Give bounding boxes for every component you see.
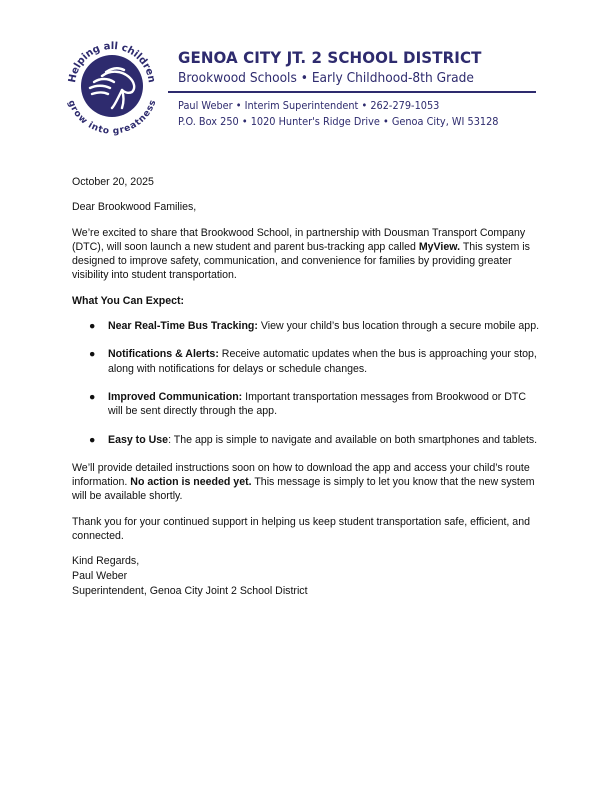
instructions-paragraph <box>72 461 542 504</box>
feature-item <box>72 433 542 447</box>
district-logo <box>62 36 162 136</box>
feature-item <box>72 319 542 333</box>
feature-item <box>72 347 542 376</box>
feature-title: Easy to Use <box>108 433 169 446</box>
feature-text: Receive automatic updates when the bus is approaching your stop, along with notifications for delays or schedule changes. <box>108 348 537 375</box>
signer-name: Paul Weber <box>72 570 128 583</box>
intro-text-continued: This system is designed to improve safety, communication, and convenience for families by providing greater visibility into student transportation. <box>72 240 530 282</box>
letter-body <box>72 175 542 599</box>
feature-title: Near Real-Time Bus Tracking: <box>108 320 258 333</box>
feature-title: Notifications & Alerts: <box>108 348 219 361</box>
feature-text: View your child’s bus location through a secure mobile app. <box>257 320 540 333</box>
bullet-icon: ● <box>89 320 96 333</box>
feature-text: : The app is simple to navigate and available on both smartphones and tablets. <box>168 433 538 446</box>
app-name: MyView. <box>418 240 461 253</box>
contact-line-1: Paul Weber • Interim Superintendent • 262-279-1053 <box>178 100 440 112</box>
intro-paragraph <box>72 226 542 283</box>
instructions-text-continued: This message is simply to let you know that the new system will be available shortly. <box>72 476 535 503</box>
horse-eye <box>125 80 128 83</box>
bullet-icon: ● <box>89 390 96 403</box>
letterhead-divider <box>168 91 536 93</box>
signer-title: Superintendent, Genoa City Joint 2 School District <box>72 584 308 597</box>
feature-item <box>72 390 542 419</box>
letter-salutation: Dear Brookwood Families, <box>72 201 197 214</box>
letterhead-contact <box>178 99 499 130</box>
feature-title: Improved Communication: <box>108 390 243 403</box>
logo-top-text: Helping all children <box>67 40 157 84</box>
bullet-icon: ● <box>89 348 96 361</box>
section-heading <box>72 294 542 308</box>
section-heading-text: What You Can Expect: <box>72 294 185 307</box>
letterhead <box>178 48 540 87</box>
logo-bottom-text: grow into greatness <box>65 98 159 136</box>
closing: Kind Regards, <box>72 555 140 568</box>
district-name: GENOA CITY JT. 2 SCHOOL DISTRICT <box>178 48 482 67</box>
feature-text: Important transportation messages from Brookwood or DTC will be sent directly through the app. <box>108 390 526 418</box>
signature-block <box>72 554 542 598</box>
thanks-paragraph: Thank you for your continued support in helping us keep student transportation safe, efficient, and connected. <box>72 515 530 543</box>
intro-text: We’re excited to share that Brookwood School, in partnership with Dousman Transport Company (DTC), will soon launch a new student and parent bus-tracking app called <box>72 226 526 253</box>
letter-date: October 20, 2025 <box>72 176 154 188</box>
instructions-text: We’ll provide detailed instructions soon on how to download the app and access your child’s route information. <box>72 461 530 489</box>
district-subtitle: Brookwood Schools • Early Childhood-8th Grade <box>178 70 474 86</box>
bullet-icon: ● <box>89 433 96 446</box>
no-action-notice: No action is needed yet. <box>130 476 252 489</box>
contact-line-2: P.O. Box 250 • 1020 Hunter's Ridge Drive • Genoa City, WI 53128 <box>178 115 499 128</box>
feature-list <box>72 319 542 447</box>
